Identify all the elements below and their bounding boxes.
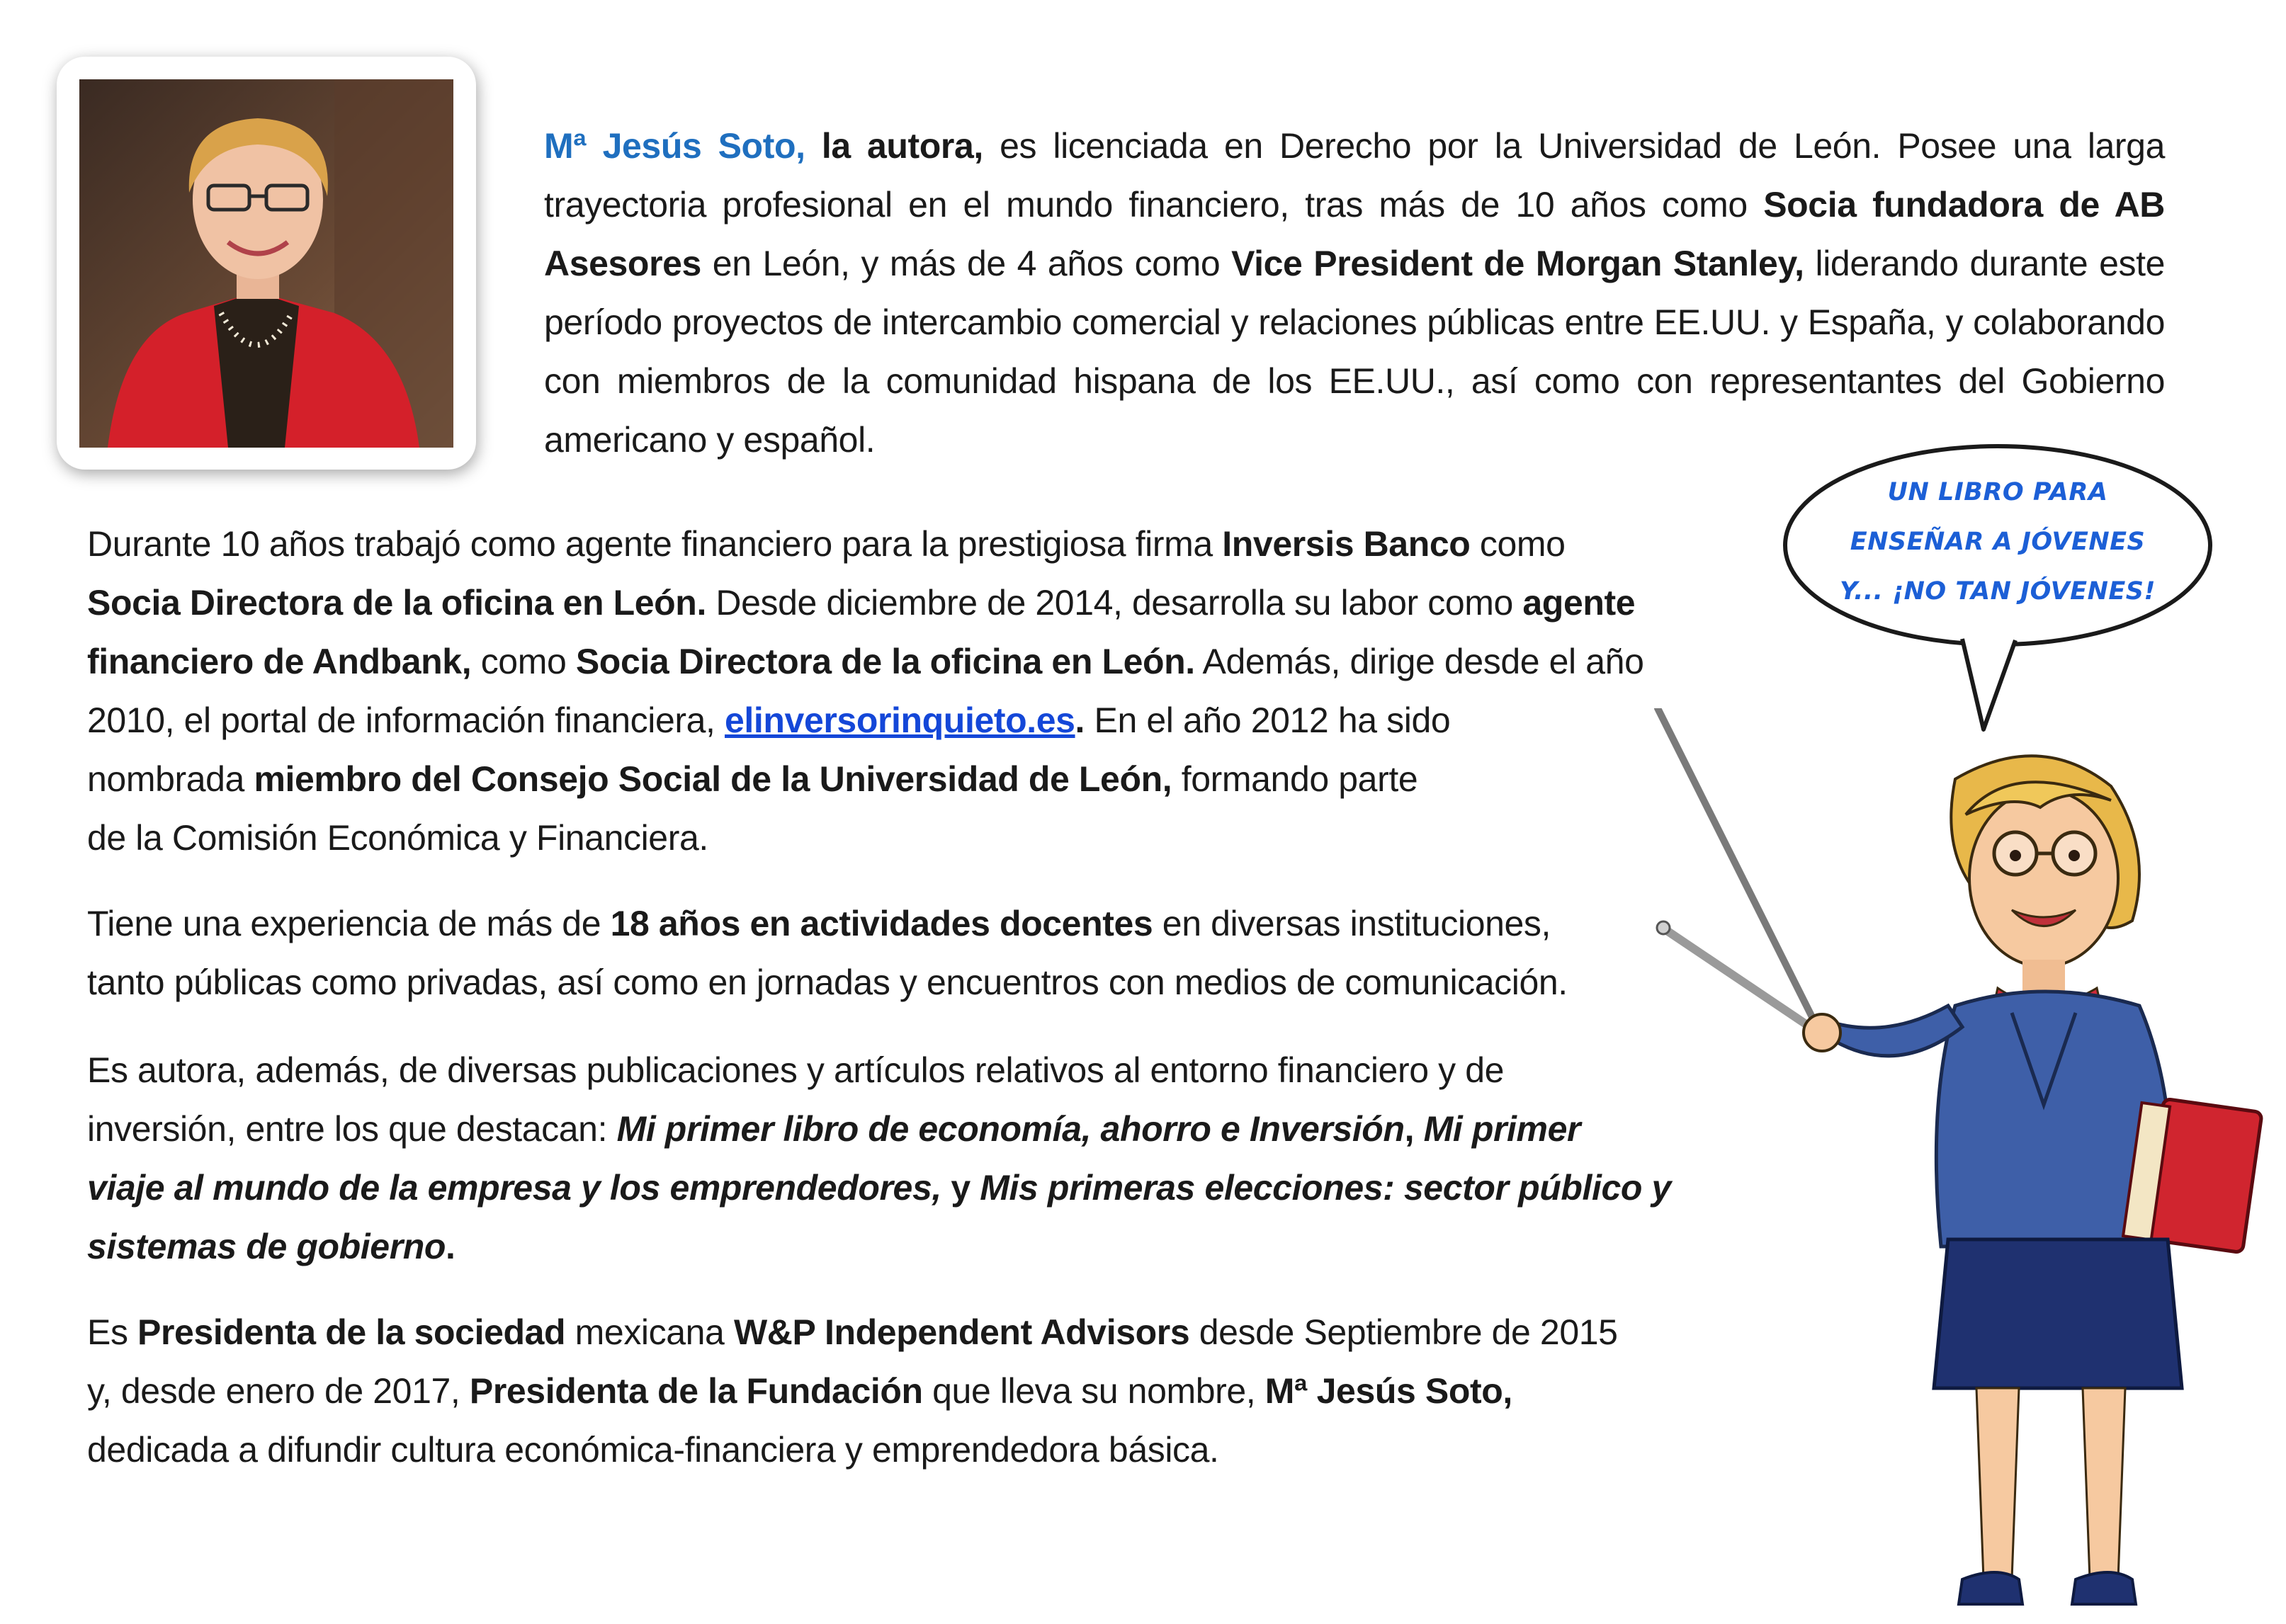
book-title-1: Mi primer libro de economía, ahorro e Inversión bbox=[616, 1109, 1405, 1149]
p5-text-5: que lleva su nombre, bbox=[922, 1371, 1265, 1411]
p2-bold-4: financiero de Andbank, bbox=[87, 642, 472, 681]
p2-bold-6: . bbox=[1075, 700, 1085, 740]
intro-text-1: es licenciada en Derecho por la Universidad de León. Posee una larga trayectoria profesional en el mundo financiero, tras más de 10 años como bbox=[544, 126, 2166, 225]
p2-bold-7: miembro del Consejo Social de la Universidad de León, bbox=[254, 759, 1172, 799]
presidency-paragraph bbox=[87, 1303, 1787, 1480]
bubble-line-3: Y... ¡NO TAN JÓVENES! bbox=[1840, 577, 2156, 606]
p2-text-5: Además, dirige desde el año bbox=[1194, 642, 1644, 681]
book-title-3b: sistemas de gobierno bbox=[87, 1227, 446, 1266]
intro-text-2: en León, y más de 4 años como bbox=[701, 244, 1232, 283]
p3-bold-1: 18 años en actividades docentes bbox=[610, 904, 1153, 943]
p2-bold-3: agente bbox=[1522, 583, 1636, 623]
bubble-text bbox=[1813, 467, 2182, 616]
bubble-line-1: UN LIBRO PARA bbox=[1887, 478, 2108, 506]
author-name: Mª Jesús Soto, bbox=[544, 126, 805, 166]
book-title-2b: viaje al mundo de la empresa y los emprendedores, bbox=[87, 1168, 941, 1208]
p4-bold-2: y bbox=[941, 1168, 980, 1208]
author-role: la autora, bbox=[821, 126, 983, 166]
p2-text-6: 2010, el portal de información financiera, bbox=[87, 700, 725, 740]
author-photo-frame bbox=[57, 57, 476, 470]
p2-text-2: como bbox=[1470, 524, 1566, 564]
p5-bold-1: Presidenta de la sociedad bbox=[137, 1312, 566, 1352]
p5-bold-3: Presidenta de la Fundación bbox=[469, 1371, 923, 1411]
teaching-paragraph bbox=[87, 895, 1787, 1012]
p2-bold-1: Inversis Banco bbox=[1222, 524, 1471, 564]
p5-text-1: Es bbox=[87, 1312, 138, 1352]
p2-bold-2: Socia Directora de la oficina en León. bbox=[87, 583, 706, 623]
p4-text-1: Es autora, además, de diversas publicaciones y artículos relativos al entorno financiero y de bbox=[87, 1050, 1505, 1090]
intro-bold-2: Vice President de Morgan Stanley, bbox=[1231, 244, 1804, 283]
book-title-3a: Mis primeras elecciones: sector público y bbox=[980, 1168, 1671, 1208]
p2-text-1: Durante 10 años trabajó como agente financiero para la prestigiosa firma bbox=[87, 524, 1223, 564]
p2-text-8: nombrada bbox=[87, 759, 254, 799]
p3-text-2: en diversas instituciones, bbox=[1153, 904, 1551, 943]
p5-text-6: dedicada a difundir cultura económica-financiera y emprendedora básica. bbox=[87, 1430, 1219, 1470]
portal-link[interactable]: elinversorinquieto.es bbox=[725, 700, 1075, 740]
intro-bold-1: Socia fundadora de AB Asesores bbox=[544, 185, 2165, 283]
teacher-cartoon bbox=[1643, 708, 2281, 1624]
p2-text-10: de la Comisión Económica y Financiera. bbox=[87, 818, 708, 858]
intro-text-3: liderando durante este período proyectos de intercambio comercial y relaciones públicas entre EE.UU. y España, y colaborando con miembros de la comunidad hispana de los EE.UU., así como con representantes del Gobierno americano y español. bbox=[544, 244, 2166, 460]
p4-bold-3: . bbox=[446, 1227, 455, 1266]
p2-text-4: como bbox=[471, 642, 576, 681]
p3-text-3: tanto públicas como privadas, así como en jornadas y encuentros con medios de comunicación. bbox=[87, 963, 1568, 1002]
intro-paragraph bbox=[544, 117, 2165, 470]
bubble-line-2: ENSEÑAR A JÓVENES bbox=[1850, 528, 2146, 556]
book-title-2a: Mi primer bbox=[1414, 1109, 1581, 1149]
p2-bold-5: Socia Directora de la oficina en León. bbox=[575, 642, 1195, 681]
p4-text-2: inversión, entre los que destacan: bbox=[87, 1109, 617, 1149]
p2-text-7: En el año 2012 ha sido bbox=[1085, 700, 1451, 740]
p2-text-3: Desde diciembre de 2014, desarrolla su labor como bbox=[706, 583, 1523, 623]
p5-text-3: desde Septiembre de 2015 bbox=[1189, 1312, 1618, 1352]
p3-text-1: Tiene una experiencia de más de bbox=[87, 904, 611, 943]
publications-paragraph bbox=[87, 1041, 1787, 1276]
author-photo bbox=[79, 79, 453, 448]
p4-bold-1: , bbox=[1404, 1109, 1415, 1149]
p5-bold-2: W&P Independent Advisors bbox=[733, 1312, 1190, 1352]
p5-text-2: mexicana bbox=[565, 1312, 734, 1352]
p2-text-9: formando parte bbox=[1172, 759, 1418, 799]
p5-bold-4: Mª Jesús Soto, bbox=[1264, 1371, 1512, 1411]
p5-text-4: y, desde enero de 2017, bbox=[87, 1371, 470, 1411]
career-paragraph bbox=[87, 515, 1787, 868]
